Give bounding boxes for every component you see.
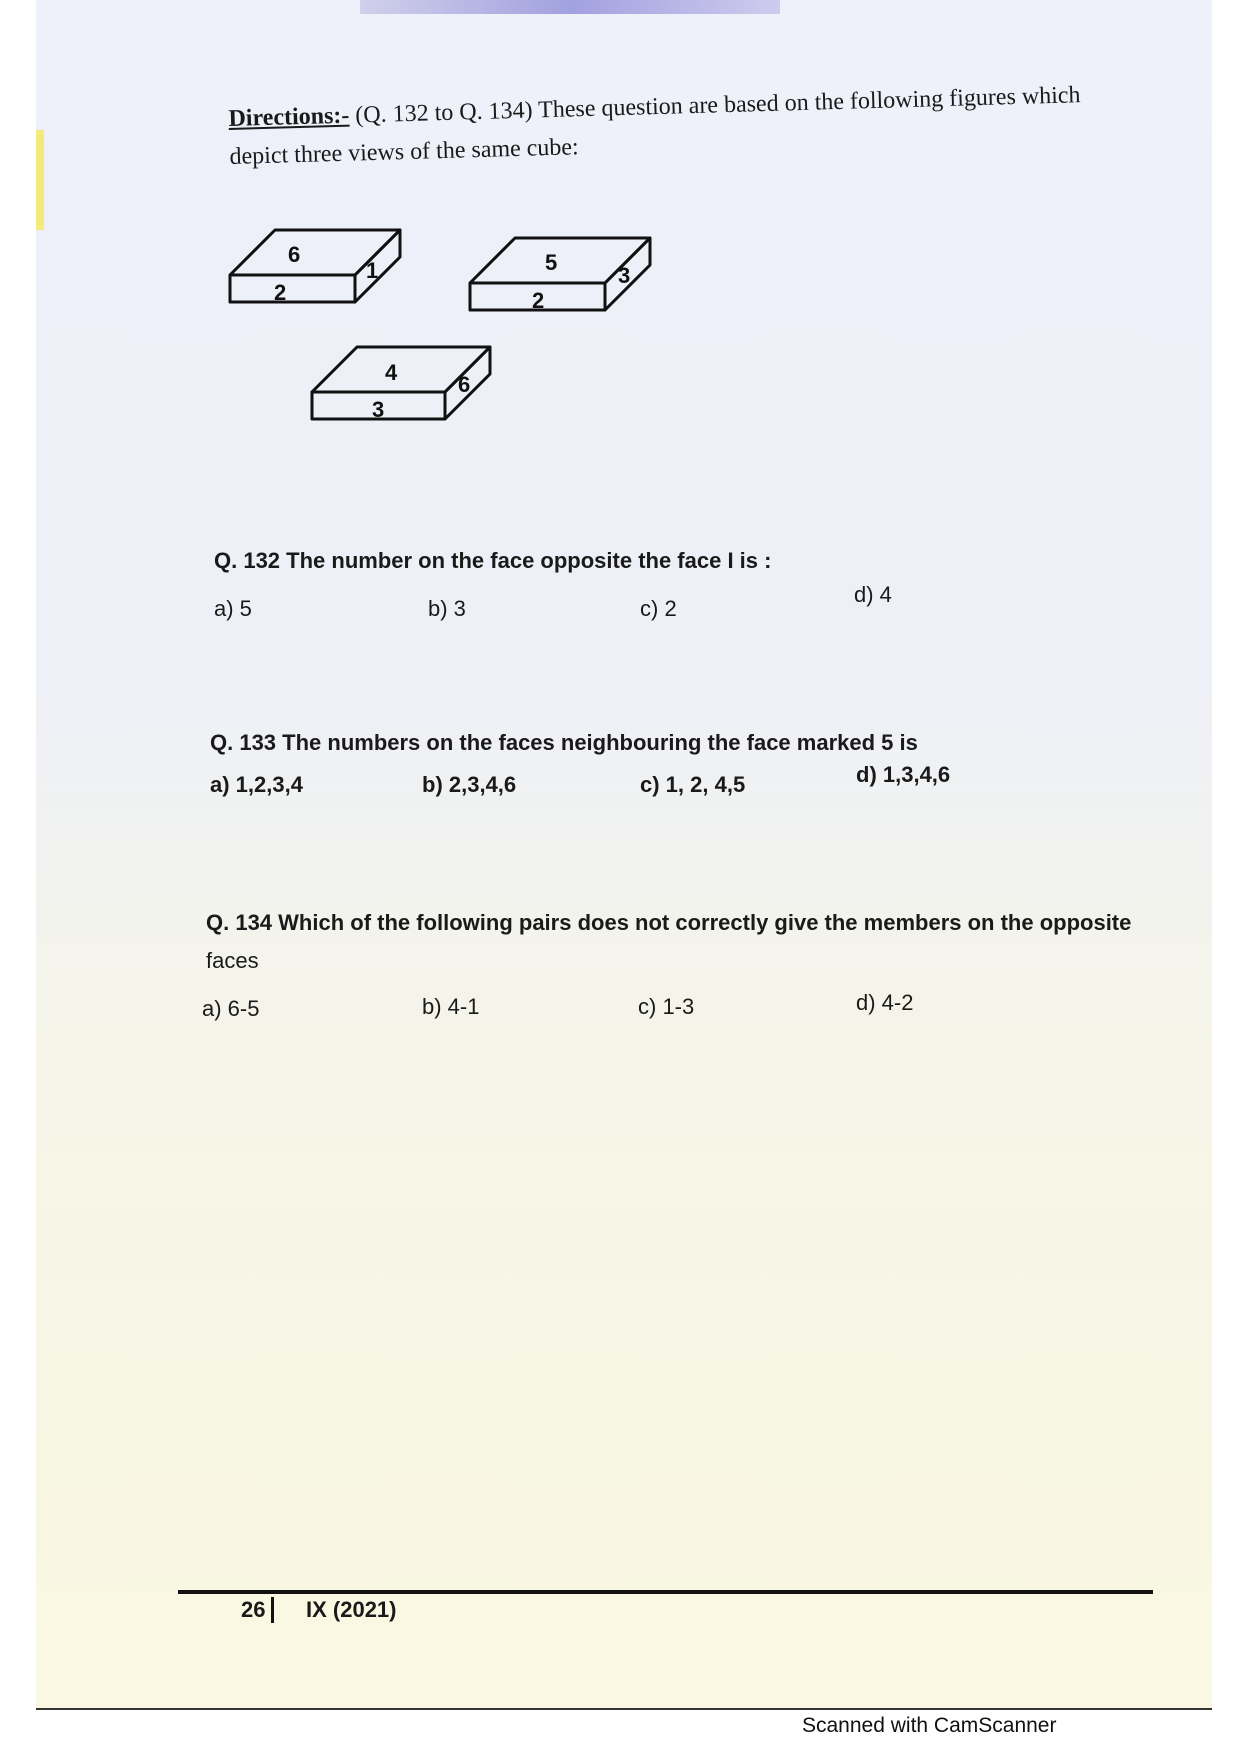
tape-strip — [360, 0, 780, 14]
question-133: Q. 133 The numbers on the faces neighbouring the face marked 5 is — [210, 730, 918, 755]
cube-view-1 — [230, 230, 400, 305]
q133-option-d: d) 1,3,4,6 — [856, 762, 951, 787]
question-134: Q. 134 Which of the following pairs does not correctly give the members on the opposite — [206, 910, 1132, 935]
q133-option-b: b) 2,3,4,6 — [422, 772, 517, 797]
cube3-top-number: 4 — [385, 360, 398, 385]
cube-figures-svg — [220, 220, 780, 470]
cube-figures — [220, 220, 780, 470]
cube3-front-number: 3 — [372, 397, 385, 422]
q132-option-c: c) 2 — [640, 596, 677, 621]
q134-option-a: a) 6-5 — [202, 996, 260, 1021]
cube1-top-number: 6 — [288, 242, 301, 267]
page-number: 26 — [241, 1597, 274, 1623]
directions-text: (Q. 132 to Q. 134) These question are based on the following figures which depict three views of the same cube: — [229, 82, 1081, 170]
q134-option-d: d) 4-2 — [856, 990, 914, 1015]
question-132: Q. 132 The number on the face opposite the face I is : — [214, 548, 772, 573]
cube2-side-number: 3 — [618, 263, 631, 288]
cube3-side-number: 6 — [458, 372, 471, 397]
footer-rule — [178, 1590, 1153, 1594]
q132-option-b: b) 3 — [428, 596, 466, 621]
cube1-front-number: 2 — [274, 280, 287, 305]
directions-label: Directions:- — [228, 102, 350, 132]
cube-view-2 — [470, 238, 650, 313]
q132-option-d: d) 4 — [854, 582, 892, 607]
cube1-side-number: 1 — [366, 258, 379, 283]
q133-option-a: a) 1,2,3,4 — [210, 772, 303, 797]
cube-view-3 — [312, 347, 490, 422]
q132-option-a: a) 5 — [214, 596, 252, 621]
q134-option-b: b) 4-1 — [422, 994, 480, 1019]
cube2-top-number: 5 — [545, 250, 558, 275]
scan-edge — [36, 1708, 1212, 1710]
q133-option-c: c) 1, 2, 4,5 — [640, 772, 746, 797]
scanner-watermark: Scanned with CamScanner — [802, 1714, 1057, 1737]
question-134-continued: faces — [206, 948, 259, 973]
cube2-front-number: 2 — [532, 288, 545, 313]
class-label: IX (2021) — [306, 1597, 397, 1622]
q134-option-c: c) 1-3 — [638, 994, 695, 1019]
highlighter-mark — [36, 130, 44, 230]
